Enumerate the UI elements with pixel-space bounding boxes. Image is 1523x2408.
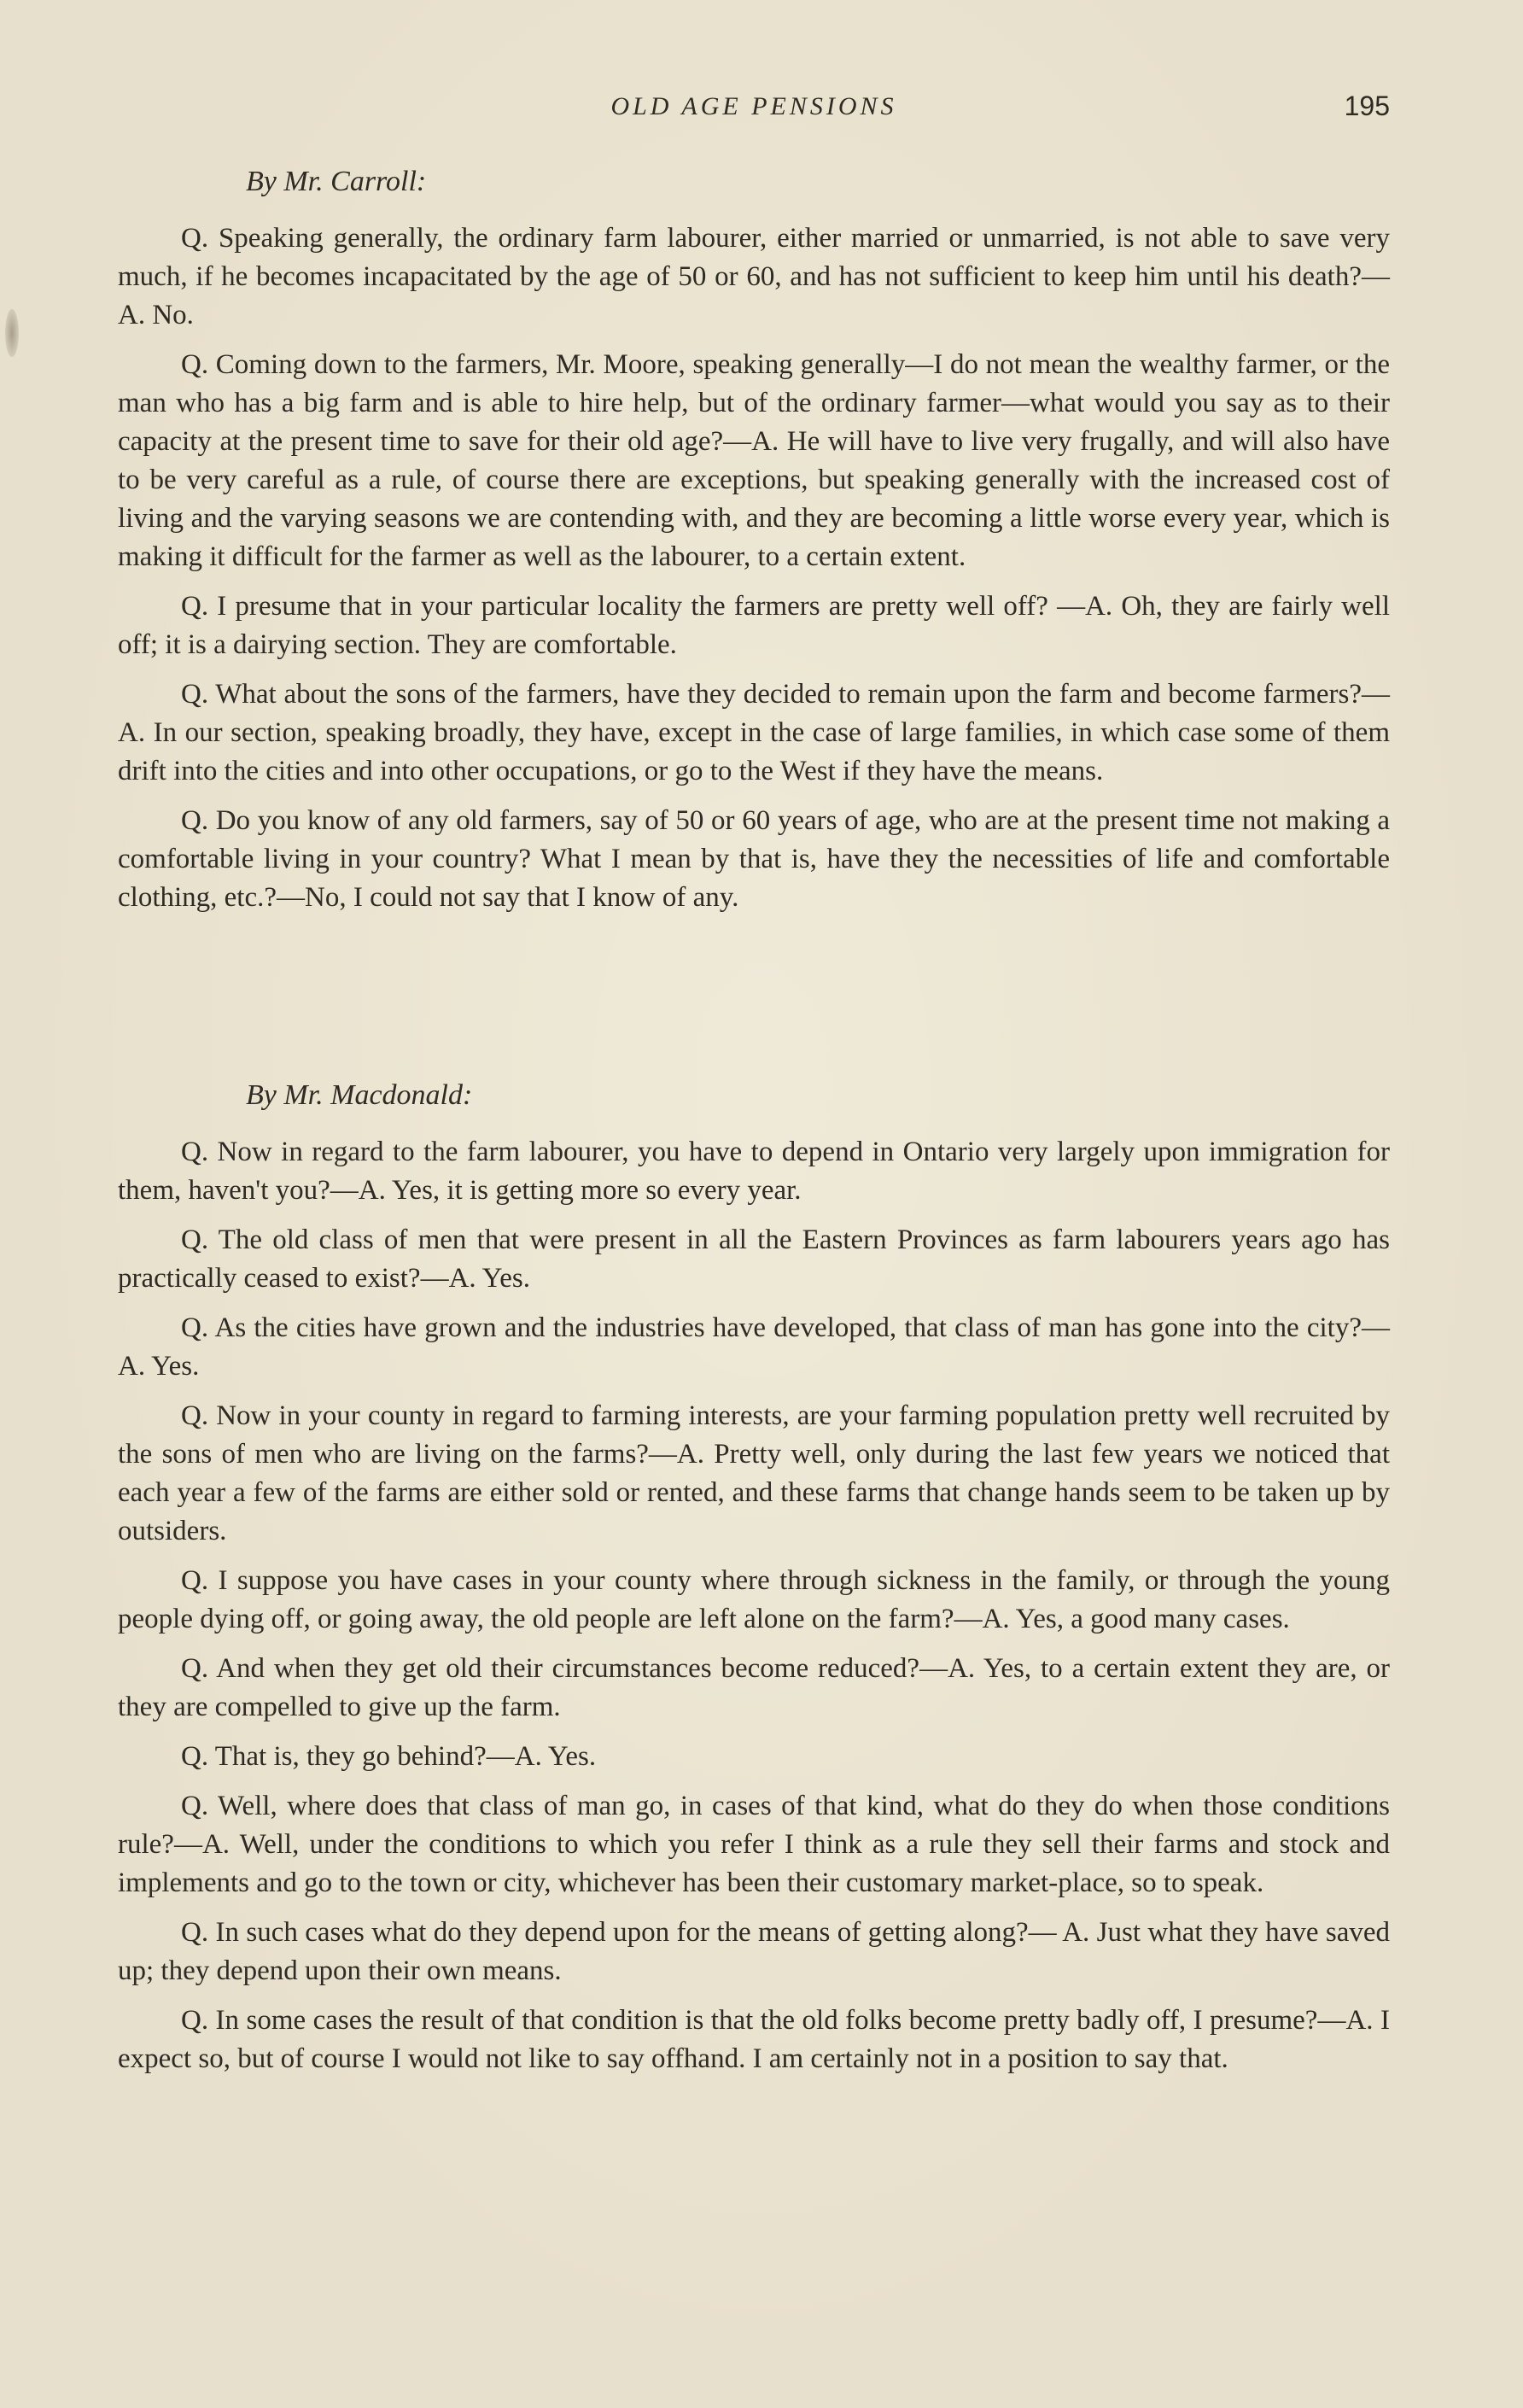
qa-paragraph: Q. I suppose you have cases in your county where through sickness in the family, or through the young people dying off, or going away, the old people are left alone on the farm?—A. Yes, a good many cases. — [118, 1565, 1390, 1634]
speaker-heading: By Mr. Macdonald: — [246, 1079, 473, 1111]
qa-paragraph: Q. Speaking generally, the ordinary farm labourer, either married or unmarried, is not able to save very much, if he becomes incapacitated by the age of 50 or 60, and has not sufficient to keep him until his death?—A. No. — [118, 223, 1390, 330]
speaker-heading: By Mr. Carroll: — [246, 166, 427, 197]
qa-paragraph: Q. Well, where does that class of man go, in cases of that kind, what do they do when those conditions rule?—A. Well, under the conditions to which you refer I think as a rule they sell their farms and stock and implements and go to the town or city, whichever has been their customary market-place, so to speak. — [118, 1791, 1390, 1898]
qa-paragraph: Q. Now in regard to the farm labourer, you have to depend in Ontario very largely upon immigration for them, haven't you?—A. Yes, it is getting more so every year. — [118, 1137, 1390, 1206]
qa-paragraph: Q. That is, they go behind?—A. Yes. — [181, 1741, 597, 1772]
binding-hole-mark — [5, 309, 19, 357]
page-number: 195 — [1344, 91, 1390, 121]
qa-paragraph: Q. Coming down to the farmers, Mr. Moore, speaking generally—I do not mean the wealthy farmer, or the man who has a big farm and is able to hire help, but of the ordinary farmer—what would you say as to their capacity at the present time to save for their old age?—A. He will have to live very frugally, and will also have to be very careful as a rule, of course there are exceptions, but speaking generally with the increased cost of living and the varying seasons we are contending with, and they are becoming a little worse every year, which is making it difficult for the farmer as well as the labourer, to a certain extent. — [118, 349, 1390, 572]
qa-paragraph: Q. In some cases the result of that condition is that the old folks become pretty badly off, I presume?—A. I expect so, but of course I would not like to say offhand. I am certainly not in a position to say that. — [118, 2005, 1390, 2074]
section-macdonald — [118, 1076, 1390, 2089]
qa-paragraph: Q. Now in your county in regard to farming interests, are your farming population pretty well recruited by the sons of men who are living on the farms?—A. Pretty well, only during the last few years we noticed that each year a few of the farms are either sold or rented, and these farms that change hands seem to be taken up by outsiders. — [118, 1400, 1390, 1546]
qa-paragraph: Q. The old class of men that were present in all the Eastern Provinces as farm labourers years ago has practically ceased to exist?—A. Yes. — [118, 1224, 1390, 1294]
qa-paragraph: Q. And when they get old their circumstances become reduced?—A. Yes, to a certain extent they are, or they are compelled to give up the farm. — [118, 1653, 1390, 1722]
qa-paragraph: Q. In such cases what do they depend upon for the means of getting along?— A. Just what they have saved up; they depend upon their own means. — [118, 1917, 1390, 1986]
running-header — [118, 92, 1390, 126]
running-title: OLD AGE PENSIONS — [610, 92, 897, 120]
qa-paragraph: Q. Do you know of any old farmers, say of 50 or 60 years of age, who are at the present time not making a comfortable living in your country? What I mean by that is, have they the necessities of life and comfortable clothing, etc.?—No, I could not say that I know of any. — [118, 805, 1390, 913]
qa-paragraph: Q. What about the sons of the farmers, have they decided to remain upon the farm and become farmers?—A. In our section, speaking broadly, they have, except in the case of large families, in which case some of them drift into the cities and into other occupations, or go to the West if they have the means. — [118, 679, 1390, 786]
qa-paragraph: Q. I presume that in your particular locality the farmers are pretty well off? —A. Oh, they are fairly well off; it is a dairying section. They are comfortable. — [118, 591, 1390, 660]
section-carroll — [118, 162, 1390, 928]
qa-paragraph: Q. As the cities have grown and the industries have developed, that class of man has gone into the city?—A. Yes. — [118, 1312, 1390, 1382]
